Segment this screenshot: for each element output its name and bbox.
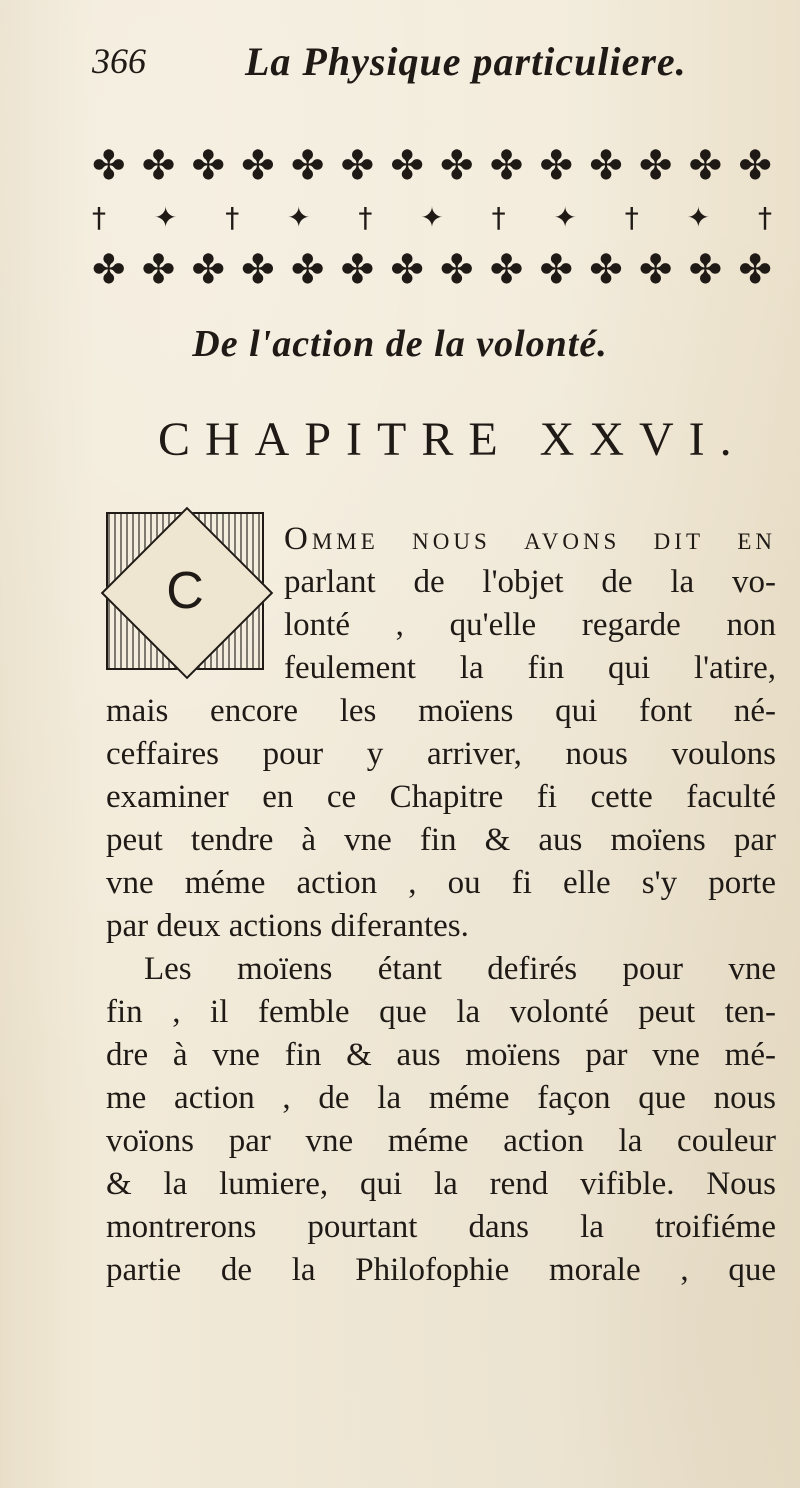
fleuron-ornament-icon: ✤: [589, 247, 623, 293]
text-line: par deux actions diferantes.: [106, 908, 469, 944]
running-title: La Physique particuliere.: [245, 39, 687, 84]
ornament-row-bottom: [92, 244, 772, 296]
text-line: me action , de la méme façon que nous: [106, 1080, 776, 1116]
fleuron-ornament-icon: ✦: [287, 201, 311, 234]
fleuron-ornament-icon: ✤: [539, 247, 573, 293]
fleuron-ornament-icon: ✤: [92, 247, 126, 293]
text-line: fin , il femble que la volonté peut ten-: [106, 994, 776, 1030]
paragraph-2: [106, 948, 776, 1292]
section-title: De l'action de la volonté.: [192, 323, 608, 365]
dagger-ornament-icon: †: [491, 201, 506, 234]
fleuron-ornament-icon: ✤: [688, 143, 723, 189]
dagger-ornament-icon: †: [624, 201, 639, 234]
fleuron-ornament-icon: ✤: [440, 247, 474, 293]
dagger-ornament-icon: †: [358, 201, 373, 234]
text-line: Omme nous avons dit en: [284, 521, 776, 557]
text-line: dre à vne fin & aus moïens par vne mé-: [106, 1037, 776, 1073]
paragraph-1: [106, 518, 776, 948]
fleuron-ornament-icon: ✦: [686, 201, 711, 234]
fleuron-ornament-icon: ✤: [589, 143, 623, 189]
fleuron-ornament-icon: ✤: [241, 247, 275, 293]
page-number: 366: [92, 41, 146, 81]
fleuron-ornament-icon: ✤: [241, 143, 275, 189]
dagger-ornament-icon: †: [757, 201, 772, 234]
fleuron-ornament-icon: ✤: [141, 247, 176, 293]
text-line: & la lumiere, qui la rend vifible. Nous: [106, 1166, 776, 1202]
fleuron-ornament-icon: ✤: [688, 247, 723, 293]
fleuron-ornament-icon: ✤: [340, 143, 375, 189]
text-line: examiner en ce Chapitre fi cette faculté: [106, 779, 776, 815]
fleuron-ornament-icon: ✤: [340, 247, 375, 293]
ornament-row-top: [92, 140, 772, 192]
fleuron-ornament-icon: ✤: [738, 247, 772, 293]
fleuron-ornament-icon: ✦: [420, 201, 444, 234]
text-line: vne méme action , ou fi elle s'y porte: [106, 865, 776, 901]
chapter-heading: CHAPITRE XXVI.: [158, 413, 747, 466]
body-text: [106, 518, 776, 1292]
initial-letter: C: [166, 562, 204, 620]
text-line: partie de la Philofophie morale , que: [106, 1252, 776, 1288]
text-line: feulement la fin qui l'atire,: [284, 650, 776, 686]
ornament-row-middle: [92, 192, 772, 244]
text-line: parlant de l'objet de la vo-: [284, 564, 776, 600]
fleuron-ornament-icon: ✤: [92, 143, 126, 189]
text-line: voïons par vne méme action la couleur: [106, 1123, 776, 1159]
fleuron-ornament-icon: ✤: [390, 143, 424, 189]
text-line: lonté , qu'elle regarde non: [284, 607, 776, 643]
decorative-ornament-band: [92, 140, 772, 300]
fleuron-ornament-icon: ✤: [489, 247, 524, 293]
text-line: ceffaires pour y arriver, nous voulons: [106, 736, 776, 772]
text-line: mais encore les moïens qui font né-: [106, 693, 776, 729]
fleuron-ornament-icon: ✤: [290, 247, 325, 293]
text-line: Les moïens étant defirés pour vne: [144, 951, 776, 987]
fleuron-ornament-icon: ✤: [489, 143, 524, 189]
dagger-ornament-icon: †: [92, 201, 106, 234]
fleuron-ornament-icon: ✤: [290, 143, 325, 189]
fleuron-ornament-icon: ✤: [638, 143, 673, 189]
text-line: peut tendre à vne fin & aus moïens par: [106, 822, 776, 858]
text-line: montrerons pourtant dans la troifiéme: [106, 1209, 776, 1245]
fleuron-ornament-icon: ✦: [153, 201, 178, 234]
fleuron-ornament-icon: ✤: [390, 247, 424, 293]
dagger-ornament-icon: †: [225, 201, 240, 234]
fleuron-ornament-icon: ✤: [738, 143, 772, 189]
fleuron-ornament-icon: ✤: [539, 143, 573, 189]
fleuron-ornament-icon: ✤: [638, 247, 673, 293]
fleuron-ornament-icon: ✤: [191, 143, 225, 189]
fleuron-ornament-icon: ✦: [553, 201, 577, 234]
fleuron-ornament-icon: ✤: [141, 143, 176, 189]
fleuron-ornament-icon: ✤: [440, 143, 474, 189]
fleuron-ornament-icon: ✤: [191, 247, 225, 293]
